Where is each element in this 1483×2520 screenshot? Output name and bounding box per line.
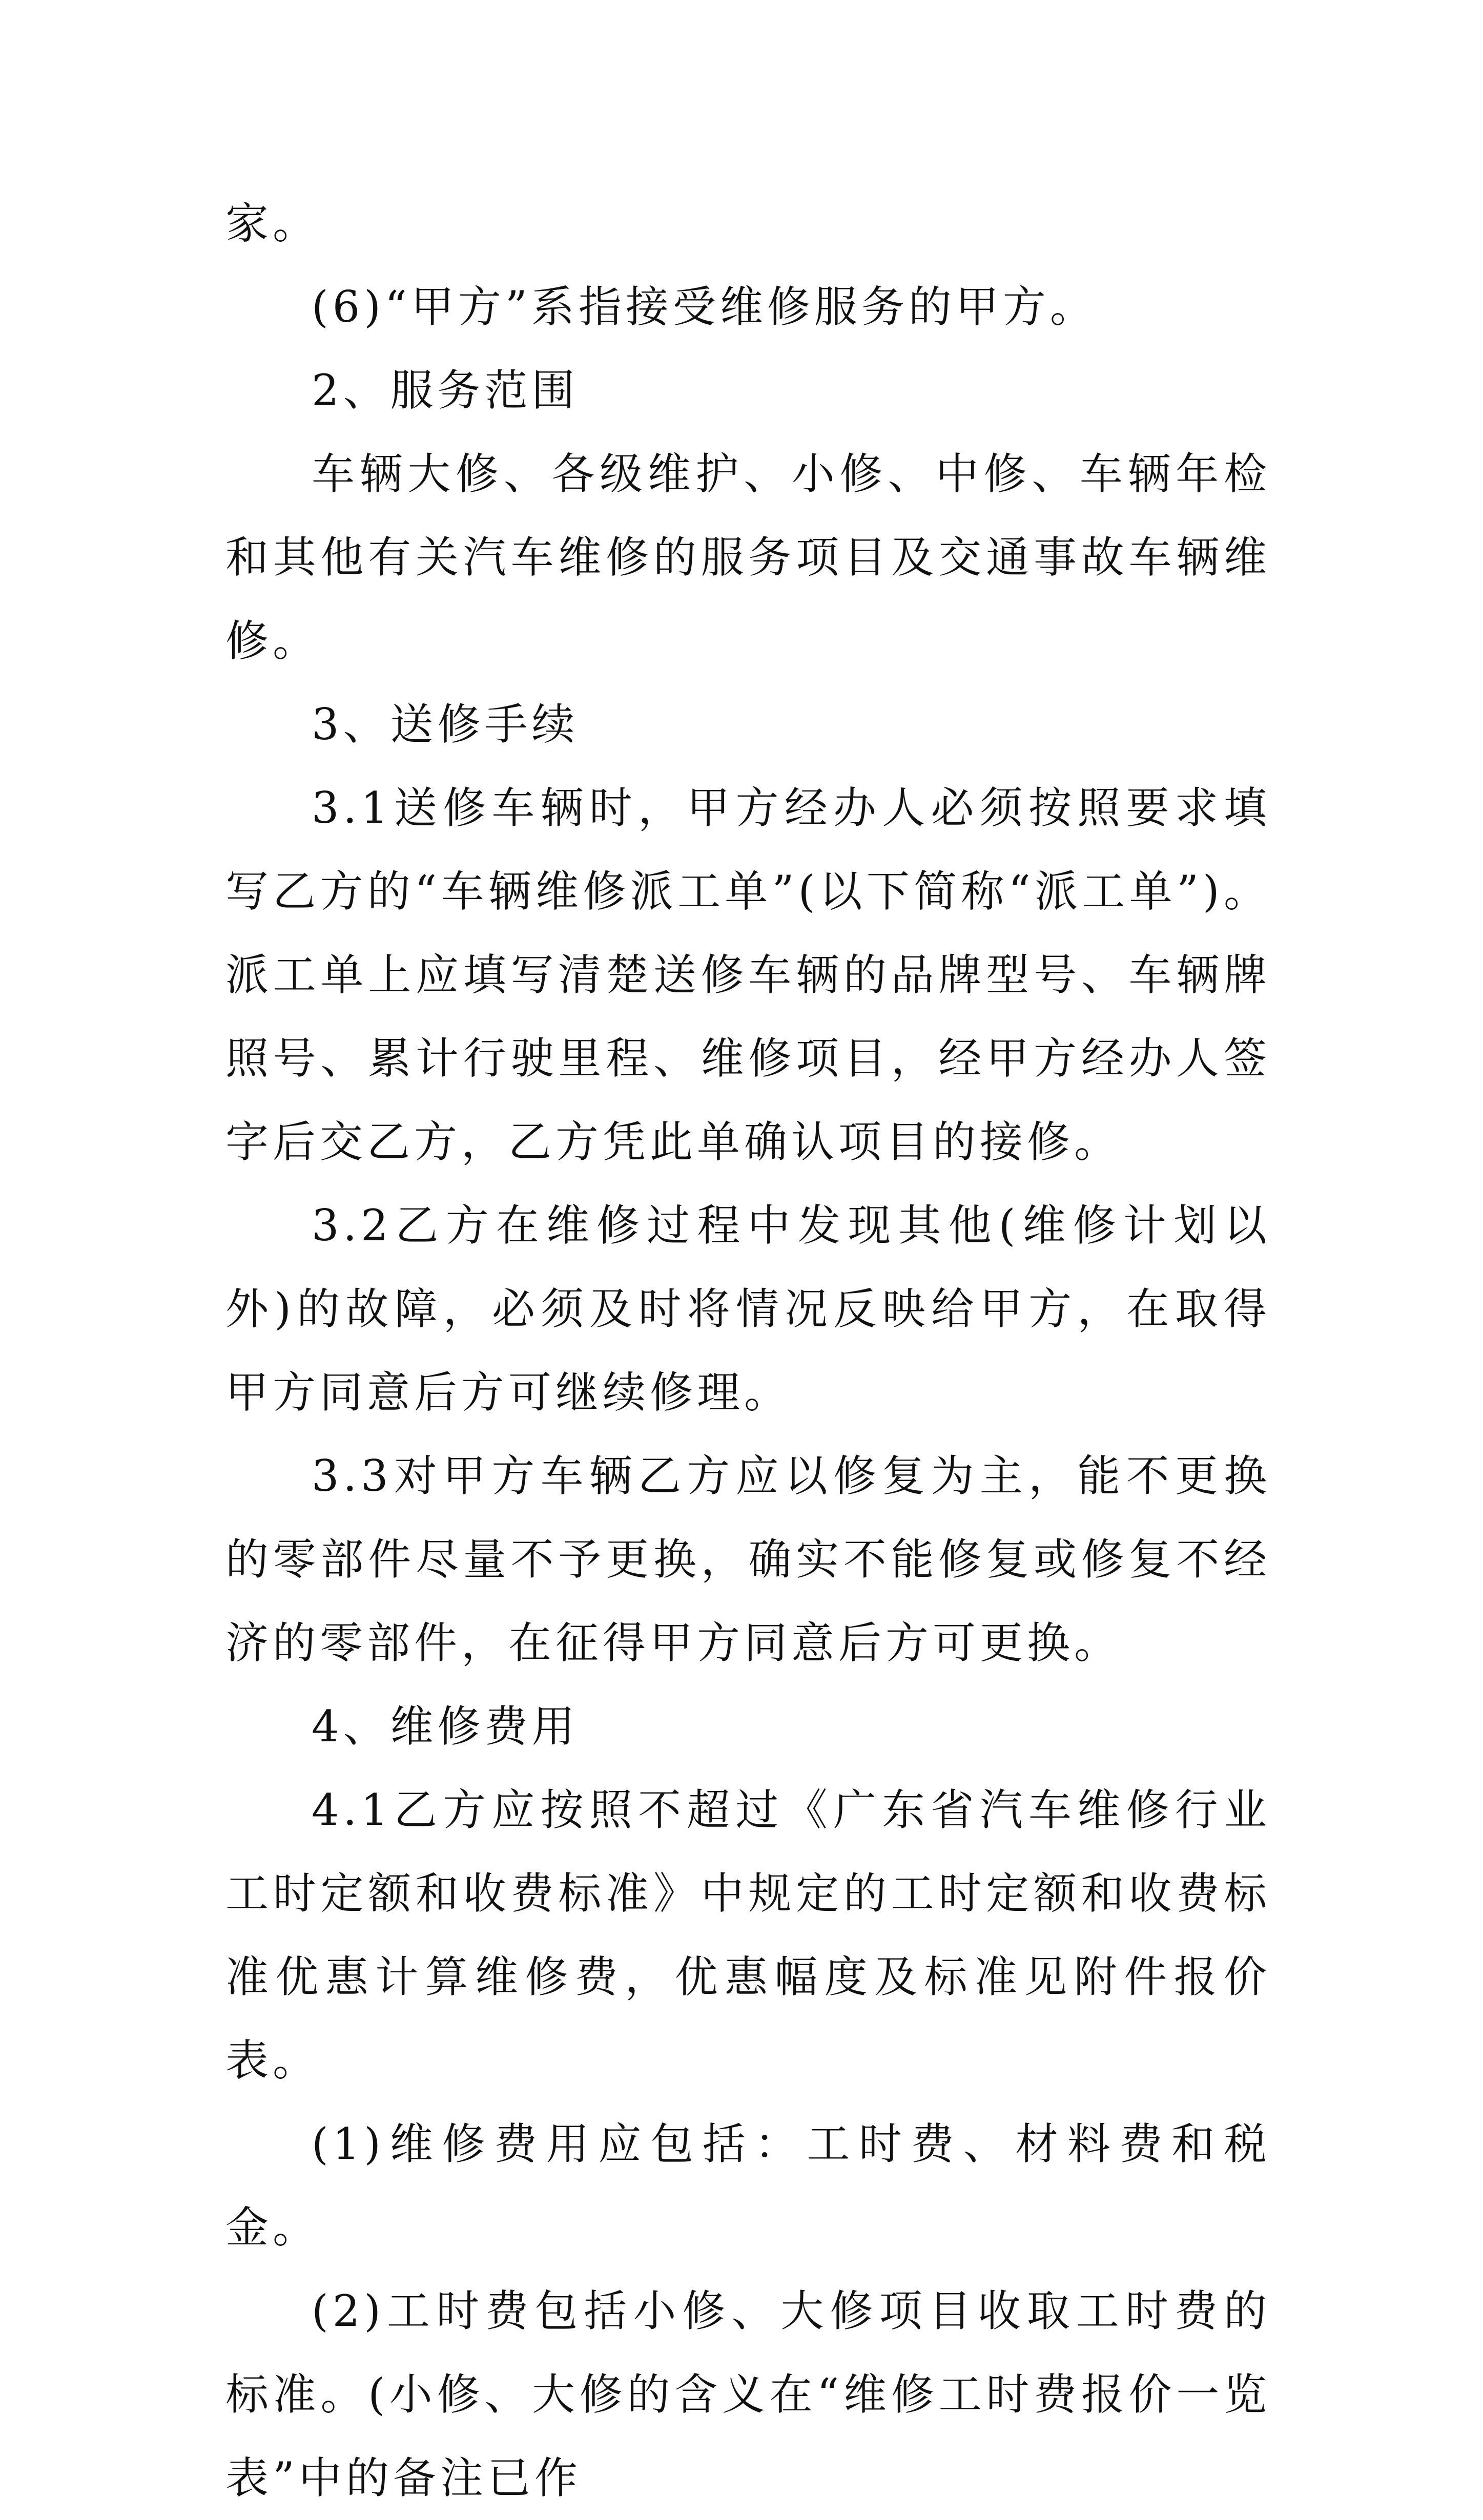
paragraph-party-a-definition: (6)“甲方”系指接受维修服务的甲方。 — [312, 282, 1097, 332]
paragraph-clause-3-3: 3.3对甲方车辆乙方应以修复为主，能不更换的零部件尽量不予更换，确实不能修复或修复不经济的零部件，在征得甲方同意后方可更换。 — [225, 1451, 1271, 1668]
paragraph-service-scope: 车辆大修、各级维护、小修、中修、车辆年检和其他有关汽车维修的服务项目及交通事故车辆维修。 — [225, 449, 1271, 666]
document-body — [225, 182, 1271, 2520]
paragraph-clause-4-1: 4.1乙方应按照不超过《广东省汽车维修行业工时定额和收费标准》中规定的工时定额和收费标准优惠计算维修费，优惠幅度及标准见附件报价表。 — [225, 1785, 1271, 2086]
heading-repair-procedure: 3、送修手续 — [312, 699, 579, 749]
paragraph-cost-item-1: (1)维修费用应包括：工时费、材料费和税金。 — [225, 2119, 1271, 2253]
paragraph-clause-3-2: 3.2乙方在维修过程中发现其他(维修计划以外)的故障，必须及时将情况反映给甲方，在取得甲方同意后方可继续修理。 — [225, 1200, 1271, 1418]
heading-repair-costs: 4、维修费用 — [312, 1701, 579, 1752]
heading-service-scope: 2、服务范围 — [312, 365, 579, 415]
paragraph-continuation: 家。 — [225, 198, 320, 248]
paragraph-cost-item-2: (2)工时费包括小修、大修项目收取工时费的标准。(小修、大修的含义在“维修工时费报价一览表”中的备注已作 — [225, 2286, 1271, 2503]
paragraph-clause-3-1: 3.1送修车辆时，甲方经办人必须按照要求填写乙方的“车辆维修派工单”(以下简称“派工单”)。派工单上应填写清楚送修车辆的品牌型号、车辆牌照号、累计行驶里程、维修项目，经甲方经办人签字后交乙方，乙方凭此单确认项目的接修。 — [225, 783, 1271, 1167]
